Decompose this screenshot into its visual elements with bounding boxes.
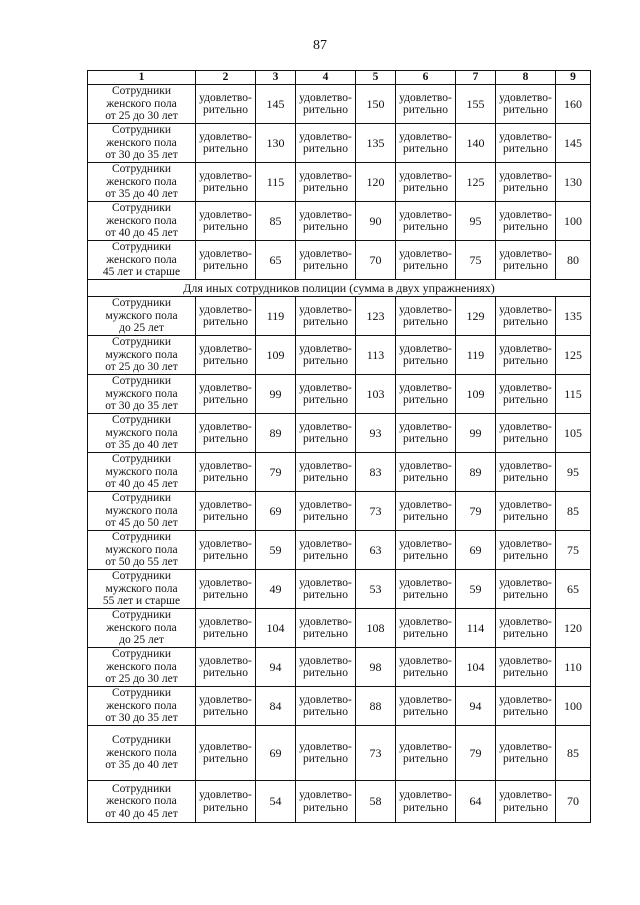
grade-cell: удовлетво- рительно [496,687,556,726]
category-cell: Сотрудники женского пола от 30 до 35 лет [88,687,196,726]
page-number: 87 [313,38,327,53]
grade-cell: удовлетво- рительно [296,453,356,492]
grade-cell: удовлетво- рительно [196,163,256,202]
value-cell: 113 [356,336,396,375]
value-cell: 120 [556,609,591,648]
value-cell: 115 [556,375,591,414]
value-cell: 69 [256,492,296,531]
grade-cell: удовлетво- рительно [396,297,456,336]
header-row [88,71,591,85]
value-cell: 70 [556,781,591,823]
grade-cell: удовлетво- рительно [396,163,456,202]
standards-table [87,70,591,823]
grade-cell: удовлетво- рительно [396,570,456,609]
table-row [88,687,591,726]
grade-cell: удовлетво- рительно [196,726,256,781]
value-cell: 130 [556,163,591,202]
column-header: 1 [88,71,196,85]
value-cell: 84 [256,687,296,726]
table-row [88,297,591,336]
value-cell: 73 [356,492,396,531]
value-cell: 108 [356,609,396,648]
table-row [88,781,591,823]
value-cell: 75 [456,241,496,280]
grade-cell: удовлетво- рительно [396,124,456,163]
value-cell: 65 [556,570,591,609]
grade-cell: удовлетво- рительно [496,297,556,336]
grade-cell: удовлетво- рительно [396,687,456,726]
category-cell: Сотрудники мужского пола от 35 до 40 лет [88,414,196,453]
category-cell: Сотрудники женского пола от 25 до 30 лет [88,648,196,687]
value-cell: 73 [356,726,396,781]
grade-cell: удовлетво- рительно [196,781,256,823]
column-header: 2 [196,71,256,85]
column-header: 6 [396,71,456,85]
grade-cell: удовлетво- рительно [196,570,256,609]
category-cell: Сотрудники мужского пола от 30 до 35 лет [88,375,196,414]
grade-cell: удовлетво- рительно [496,492,556,531]
value-cell: 65 [256,241,296,280]
value-cell: 145 [256,85,296,124]
value-cell: 94 [456,687,496,726]
value-cell: 85 [256,202,296,241]
value-cell: 85 [556,726,591,781]
table-body [88,85,591,823]
table-row [88,609,591,648]
value-cell: 88 [356,687,396,726]
column-header: 7 [456,71,496,85]
grade-cell: удовлетво- рительно [296,124,356,163]
value-cell: 85 [556,492,591,531]
value-cell: 58 [356,781,396,823]
category-cell: Сотрудники женского пола от 35 до 40 лет [88,163,196,202]
grade-cell: удовлетво- рительно [296,241,356,280]
grade-cell: удовлетво- рительно [296,375,356,414]
value-cell: 83 [356,453,396,492]
grade-cell: удовлетво- рительно [396,609,456,648]
value-cell: 109 [456,375,496,414]
table-row [88,336,591,375]
value-cell: 69 [456,531,496,570]
category-cell: Сотрудники женского пола 45 лет и старше [88,241,196,280]
grade-cell: удовлетво- рительно [496,336,556,375]
value-cell: 80 [556,241,591,280]
table-row [88,570,591,609]
value-cell: 53 [356,570,396,609]
category-cell: Сотрудники женского пола от 40 до 45 лет [88,781,196,823]
value-cell: 98 [356,648,396,687]
table-row [88,124,591,163]
grade-cell: удовлетво- рительно [396,375,456,414]
grade-cell: удовлетво- рительно [496,163,556,202]
grade-cell: удовлетво- рительно [396,781,456,823]
grade-cell: удовлетво- рительно [296,202,356,241]
value-cell: 104 [456,648,496,687]
grade-cell: удовлетво- рительно [196,609,256,648]
category-cell: Сотрудники мужского пола от 40 до 45 лет [88,453,196,492]
value-cell: 59 [456,570,496,609]
value-cell: 59 [256,531,296,570]
grade-cell: удовлетво- рительно [496,531,556,570]
column-header: 3 [256,71,296,85]
grade-cell: удовлетво- рительно [296,609,356,648]
value-cell: 125 [456,163,496,202]
value-cell: 130 [256,124,296,163]
grade-cell: удовлетво- рительно [296,414,356,453]
value-cell: 89 [256,414,296,453]
grade-cell: удовлетво- рительно [396,202,456,241]
grade-cell: удовлетво- рительно [296,336,356,375]
section-row [88,280,591,297]
value-cell: 123 [356,297,396,336]
value-cell: 119 [456,336,496,375]
grade-cell: удовлетво- рительно [496,85,556,124]
value-cell: 79 [256,453,296,492]
grade-cell: удовлетво- рительно [496,726,556,781]
value-cell: 93 [356,414,396,453]
grade-cell: удовлетво- рительно [496,241,556,280]
grade-cell: удовлетво- рительно [396,85,456,124]
grade-cell: удовлетво- рительно [496,124,556,163]
value-cell: 140 [456,124,496,163]
value-cell: 109 [256,336,296,375]
grade-cell: удовлетво- рительно [196,531,256,570]
table-row [88,414,591,453]
value-cell: 95 [456,202,496,241]
value-cell: 63 [356,531,396,570]
table-row [88,726,591,781]
category-cell: Сотрудники женского пола от 25 до 30 лет [88,85,196,124]
table-row [88,241,591,280]
grade-cell: удовлетво- рительно [396,414,456,453]
table-row [88,375,591,414]
value-cell: 129 [456,297,496,336]
table-row [88,202,591,241]
table-row [88,531,591,570]
value-cell: 135 [556,297,591,336]
grade-cell: удовлетво- рительно [296,687,356,726]
value-cell: 70 [356,241,396,280]
category-cell: Сотрудники женского пола от 40 до 45 лет [88,202,196,241]
grade-cell: удовлетво- рительно [496,202,556,241]
grade-cell: удовлетво- рительно [396,336,456,375]
grade-cell: удовлетво- рительно [296,531,356,570]
category-cell: Сотрудники женского пола от 35 до 40 лет [88,726,196,781]
grade-cell: удовлетво- рительно [296,492,356,531]
grade-cell: удовлетво- рительно [196,453,256,492]
grade-cell: удовлетво- рительно [196,648,256,687]
value-cell: 79 [456,492,496,531]
value-cell: 110 [556,648,591,687]
value-cell: 54 [256,781,296,823]
category-cell: Сотрудники мужского пола от 45 до 50 лет [88,492,196,531]
table-row [88,453,591,492]
grade-cell: удовлетво- рительно [396,492,456,531]
grade-cell: удовлетво- рительно [296,163,356,202]
value-cell: 94 [256,648,296,687]
grade-cell: удовлетво- рительно [496,453,556,492]
grade-cell: удовлетво- рительно [496,648,556,687]
grade-cell: удовлетво- рительно [496,414,556,453]
value-cell: 100 [556,687,591,726]
value-cell: 119 [256,297,296,336]
grade-cell: удовлетво- рительно [496,609,556,648]
value-cell: 95 [556,453,591,492]
value-cell: 160 [556,85,591,124]
grade-cell: удовлетво- рительно [196,375,256,414]
value-cell: 49 [256,570,296,609]
grade-cell: удовлетво- рительно [496,570,556,609]
value-cell: 99 [256,375,296,414]
column-header: 9 [556,71,591,85]
table-row [88,648,591,687]
category-cell: Сотрудники мужского пола от 25 до 30 лет [88,336,196,375]
grade-cell: удовлетво- рительно [296,726,356,781]
value-cell: 99 [456,414,496,453]
grade-cell: удовлетво- рительно [196,297,256,336]
column-header: 5 [356,71,396,85]
value-cell: 135 [356,124,396,163]
value-cell: 90 [356,202,396,241]
grade-cell: удовлетво- рительно [396,241,456,280]
grade-cell: удовлетво- рительно [396,531,456,570]
grade-cell: удовлетво- рительно [396,726,456,781]
value-cell: 145 [556,124,591,163]
grade-cell: удовлетво- рительно [496,781,556,823]
value-cell: 75 [556,531,591,570]
value-cell: 100 [556,202,591,241]
category-cell: Сотрудники мужского пола от 50 до 55 лет [88,531,196,570]
value-cell: 115 [256,163,296,202]
grade-cell: удовлетво- рительно [396,453,456,492]
grade-cell: удовлетво- рительно [196,124,256,163]
grade-cell: удовлетво- рительно [296,297,356,336]
value-cell: 89 [456,453,496,492]
grade-cell: удовлетво- рительно [196,241,256,280]
table-row [88,492,591,531]
grade-cell: удовлетво- рительно [296,85,356,124]
category-cell: Сотрудники женского пола от 30 до 35 лет [88,124,196,163]
table-row [88,85,591,124]
grade-cell: удовлетво- рительно [196,687,256,726]
value-cell: 69 [256,726,296,781]
grade-cell: удовлетво- рительно [296,570,356,609]
grade-cell: удовлетво- рительно [496,375,556,414]
value-cell: 150 [356,85,396,124]
section-title: Для иных сотрудников полиции (сумма в двух упражнениях) [88,280,591,297]
grade-cell: удовлетво- рительно [196,336,256,375]
value-cell: 105 [556,414,591,453]
value-cell: 120 [356,163,396,202]
value-cell: 104 [256,609,296,648]
value-cell: 103 [356,375,396,414]
table-row [88,163,591,202]
grade-cell: удовлетво- рительно [396,648,456,687]
grade-cell: удовлетво- рительно [196,414,256,453]
category-cell: Сотрудники мужского пола до 25 лет [88,297,196,336]
value-cell: 114 [456,609,496,648]
column-header: 8 [496,71,556,85]
grade-cell: удовлетво- рительно [296,648,356,687]
grade-cell: удовлетво- рительно [196,492,256,531]
category-cell: Сотрудники мужского пола 55 лет и старше [88,570,196,609]
value-cell: 64 [456,781,496,823]
column-header: 4 [296,71,356,85]
grade-cell: удовлетво- рительно [196,85,256,124]
value-cell: 79 [456,726,496,781]
grade-cell: удовлетво- рительно [296,781,356,823]
category-cell: Сотрудники женского пола до 25 лет [88,609,196,648]
value-cell: 125 [556,336,591,375]
value-cell: 155 [456,85,496,124]
grade-cell: удовлетво- рительно [196,202,256,241]
